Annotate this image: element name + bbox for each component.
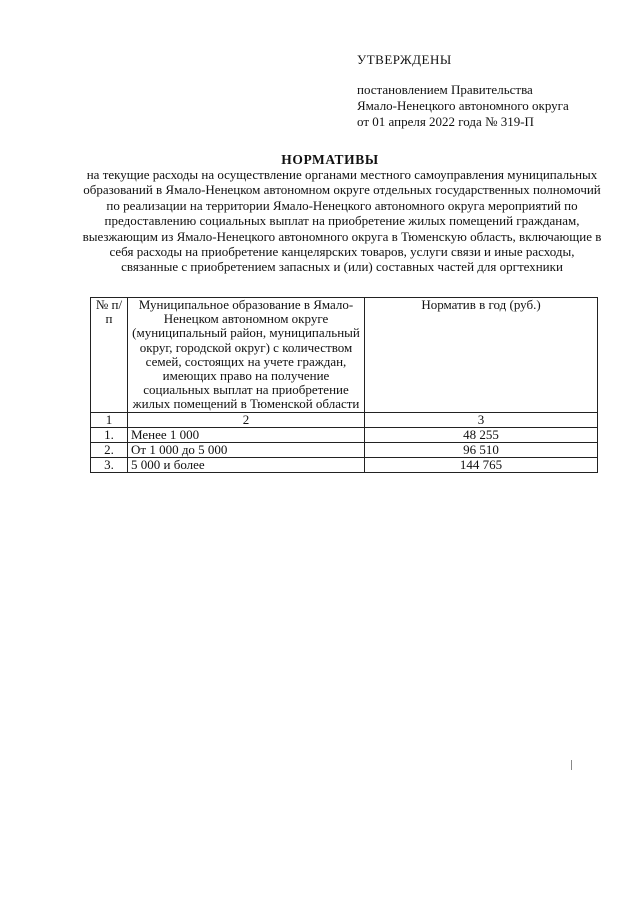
header-municipality: Муниципальное образование в Ямало-Ненецком автономном округе (муниципальный район, муниципальный округ, городской округ) с количеством семей, состоящих на учете граждан, имеющих право на получение социальных выплат на приобретение жилых помещений в Тюменской области [128, 298, 365, 413]
table-row [91, 443, 598, 458]
row-num: 3. [91, 458, 128, 473]
row-municipality: Менее 1 000 [128, 427, 365, 442]
column-number: 3 [365, 412, 598, 427]
approval-line-3: от 01 апреля 2022 года № 319-П [357, 114, 534, 129]
document-subtitle: на текущие расходы на осуществление органами местного самоуправления муниципальных образований в Ямало-Ненецком автономном округе отдельных государственных полномочий по реализации на территории Ямало-Ненецкого автономного округа мероприятий по предоставлению социальных выплат на приобретение жилых помещений гражданам, выезжающим из Ямало-Ненецкого автономного округа в Тюменскую область, включающие в себя расходы на приобретение канцелярских товаров, услуги связи и иные расходы, связанные с приобретением запасных и (или) составных частей для оргтехники [82, 167, 602, 275]
table-row [91, 427, 598, 442]
row-num: 2. [91, 443, 128, 458]
row-norm: 96 510 [365, 443, 598, 458]
column-number: 2 [128, 412, 365, 427]
approval-line-2: Ямало-Ненецкого автономного округа [357, 98, 569, 113]
approval-block [357, 52, 569, 130]
row-municipality: 5 000 и более [128, 458, 365, 473]
norms-table [90, 297, 598, 473]
approval-line-1: постановлением Правительства [357, 82, 533, 97]
approval-heading: УТВЕРЖДЕНЫ [357, 52, 452, 67]
row-norm: 144 765 [365, 458, 598, 473]
table-row [91, 458, 598, 473]
row-norm: 48 255 [365, 427, 598, 442]
header-num: № п/п [91, 298, 128, 413]
column-number-row [91, 412, 598, 427]
header-norm: Норматив в год (руб.) [365, 298, 598, 413]
row-num: 1. [91, 427, 128, 442]
column-number: 1 [91, 412, 128, 427]
row-municipality: От 1 000 до 5 000 [128, 443, 365, 458]
table-header-row [91, 298, 598, 413]
scan-margin-mark [571, 760, 572, 770]
document-title: НОРМАТИВЫ [281, 152, 379, 167]
